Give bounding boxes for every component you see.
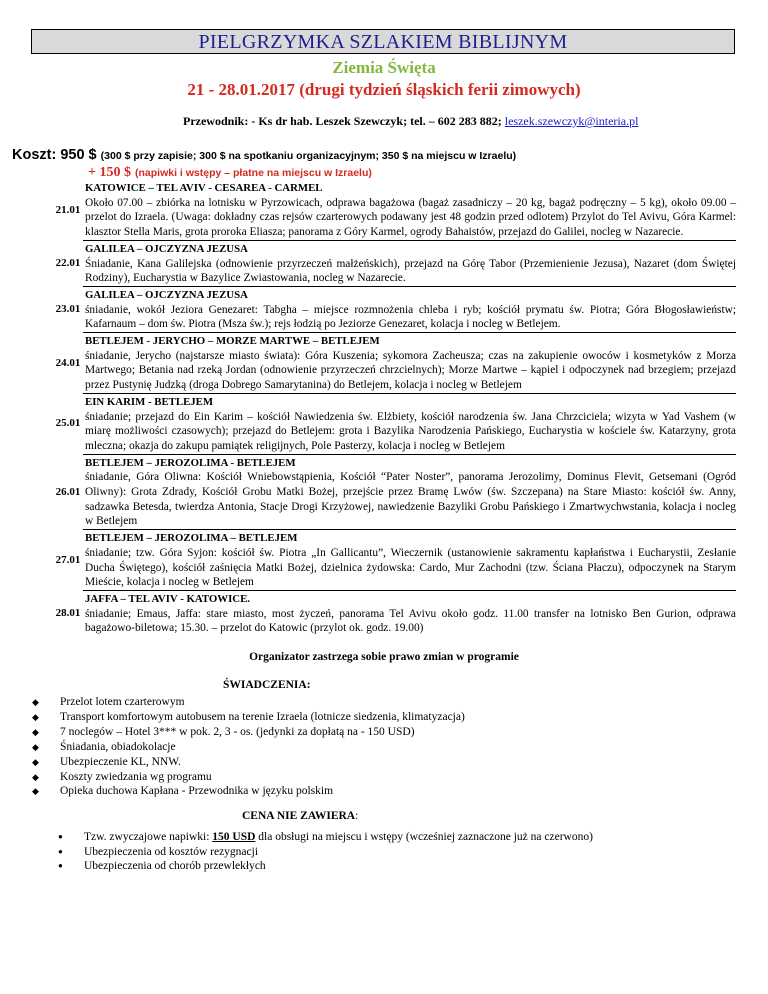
subtitle: Ziemia Święta (332, 58, 436, 77)
cost-label: Koszt: 950 $ (12, 147, 97, 163)
day-content (83, 180, 736, 240)
list-item: ◆ Śniadania, obiadokolacje (32, 740, 465, 755)
list-item: ◆ Ubezpieczenie KL, NNW. (32, 755, 465, 770)
day-text: Około 07.00 – zbiórka na lotnisku w Pyrzowicach, odprawa bagażowa (bagaż zasadniczy – 20 kg, bagaż podręczny – 5 kg), około 09.00 – przelot do Izraela. (Uwaga: dokładny czas rejsów czarterowych podawany jest 48 godzin przed odlotem) Przylot do Tel Avivu, Góra Karmel: klasztor Stella Maris, grota proroka Eliasza; panorama z Góry Karmel, ogrody Bahaistów, przejazd do Galilei, nocleg w Nazarecie. (85, 196, 736, 239)
extra-cost (88, 163, 372, 181)
day-content (83, 590, 736, 636)
not-included-heading (242, 810, 358, 822)
day-content (83, 286, 736, 332)
itinerary-table (53, 180, 736, 636)
day-heading: GALILEA – OJCZYZNA JEZUSA (85, 242, 248, 255)
day-content (83, 454, 736, 530)
day-date: 28.01 (55, 606, 81, 619)
day-text: śniadanie; przejazd do Ein Karim – kościół Nawiedzenia św. Elżbiety, kościół narodzenia św. Jana Chrzciciela; wizyta w Yad Vashem (w miarę możliwości czasowych); przejazd do Betlejem: grota i Bazylika Narodzenia Pańskiego, Eucharystia w kościele św. Katarzyny, grota mleczna; okazja do zakupu pamiątek religijnych, Pole Pasterzy, kolacja i nocleg w Betlejem (85, 410, 736, 452)
day-text: śniadanie; Emaus, Jaffa: stare miasto, most życzeń, panorama Tel Avivu około godz. 11.00 transfer na lotnisko Ben Gurion, odprawa bagażowo-biletowa; 15.30. – przelot do Katowic (przylot ok. godz. 19.00) (85, 607, 736, 635)
not-included-list (58, 830, 593, 874)
guide-info (183, 114, 638, 129)
day-heading: GALILEA – OJCZYZNA JEZUSA (85, 288, 248, 301)
day-text: śniadanie, Góra Oliwna: Kościół Wniebowstąpienia, Kościół “Pater Noster”, panorama Jerozolimy, Dominus Flevit, Getsemani (Ogród Oliwny): Grota Zdrady, Kościół Grobu Matki Bożej, przejście przez Bramę Lwów (św. Szczepana) na Stare Miasto: kościół św. Anny, sadzawka Betesda, twierdza Antonia, Stacje Drogi Krzyżowej, nawiedzenie Bazyliki Grobu Pańskiego i Zmartwychwstania, kolacja i nocleg w Betlejem (85, 471, 736, 528)
extra-note: (napiwki i wstępy – płatne na miejscu w Izraelu) (134, 167, 372, 179)
day-text: śniadanie, Jerycho (najstarsze miasto świata): Góra Kuszenia; sykomora Zacheusza; czas na zakupienie owoców i kosmetyków z Morza Martwego; Betania nad rzeką Jordan (odnowienie przyrzeczeń chrzcielnych); Morze Martwe – kąpiel i odpoczynek nad brzegiem; przejazd przez Pustynię Judzką (droga Dobrego Samarytanina) do Betlejem, kolacja i nocleg w Betlejem (85, 349, 736, 392)
day-date: 26.01 (55, 485, 81, 498)
list-item: ● Ubezpieczenia od chorób przewlekłych (58, 859, 593, 874)
tips-before: Tzw. zwyczajowe napiwki: (84, 831, 213, 843)
itinerary-row (53, 180, 736, 240)
list-item: ◆ Koszty zwiedzania wg programu (32, 770, 465, 785)
organizer-note: Organizator zastrzega sobie prawo zmian w programie (249, 651, 519, 663)
day-heading: KATOWICE – TEL AVIV - CESAREA - CARMEL (85, 182, 323, 194)
day-content (83, 530, 736, 591)
day-date: 25.01 (55, 417, 81, 430)
list-item: ◆ Przelot lotem czarterowym (32, 695, 465, 710)
itinerary-row (53, 393, 736, 454)
day-content (83, 240, 736, 286)
day-heading: BETLEJEM – JEROZOLIMA - BETLEJEM (85, 456, 296, 469)
day-heading: BETLEJEM – JEROZOLIMA – BETLEJEM (85, 532, 298, 545)
guide-email-link[interactable]: leszek.szewczyk@interia.pl (504, 114, 639, 128)
not-included-title: CENA NIE ZAWIERA (242, 810, 356, 822)
services-list (32, 695, 465, 799)
list-item: ● Ubezpieczenia od kosztów rezygnacji (58, 845, 593, 860)
tips-after: dla obsługi na miejscu i wstępy (wcześniej zaznaczone już na czerwono) (255, 831, 593, 843)
itinerary-row (53, 240, 736, 286)
day-text: śniadanie, wokół Jeziora Genezaret: Tabgha – miejsce rozmnożenia chleba i ryb; kościół prymatu św. Piotra; Góra Błogosławieństw; Kafarnaum – dom św. Piotra (Msza św.); rejs łodzią po Jeziorze Genezaret, kolacja i nocleg w Betlejem. (85, 303, 736, 331)
day-date: 21.01 (55, 203, 81, 216)
day-date: 22.01 (55, 257, 81, 270)
trip-dates: 21 - 28.01.2017 (drugi tydzień śląskich ferii zimowych) (187, 80, 581, 99)
day-heading: JAFFA – TEL AVIV - KATOWICE. (85, 592, 250, 605)
itinerary-row (53, 333, 736, 394)
day-content (83, 333, 736, 394)
itinerary-row (53, 530, 736, 591)
itinerary-row (53, 286, 736, 332)
list-item: ◆ Transport komfortowym autobusem na terenie Izraela (lotnicze siedzenia, klimatyzacja) (32, 710, 465, 725)
tips-amount: 150 USD (212, 831, 256, 843)
day-date: 27.01 (55, 553, 81, 566)
day-text: Śniadanie, Kana Galilejska (odnowienie przyrzeczeń małżeńskich), przejazd na Górę Tabor (Przemienienie Jezusa), Nazaret (dom Świętej Rodziny), Eucharystia w Bazylice Zwiastowania, nocleg w Nazarecie. (85, 257, 736, 285)
cost-line (12, 147, 516, 163)
day-date: 24.01 (55, 356, 81, 369)
itinerary-row (53, 454, 736, 530)
day-text: śniadanie; tzw. Góra Syjon: kościół św. Piotra „In Gallicantu”, Wieczernik (ustanowienie sakramentu kapłaństwa i Eucharystii, Zesłanie Ducha Świętego), kościół zaśnięcia Matki Bożej, dzielnica żydowska: Cardo, Mur Zachodni (tzw. Ściana Płaczu), odpoczynek na Starym Mieście, kolacja i nocleg w Betlejem (85, 546, 736, 589)
day-content (83, 393, 736, 454)
cost-details: (300 $ przy zapisie; 300 $ na spotkaniu organizacyjnym; 350 $ na miejscu w Izraelu) (100, 150, 517, 162)
extra-amount: + 150 $ (88, 165, 131, 180)
page-title: PIELGRZYMKA SZLAKIEM BIBLIJNYM (31, 29, 735, 54)
list-item: ◆ Opieka duchowa Kapłana - Przewodnika w języku polskim (32, 784, 465, 799)
day-heading: BETLEJEM - JERYCHO – MORZE MARTWE – BETLEJEM (85, 335, 380, 348)
list-item (58, 830, 593, 845)
day-heading: EIN KARIM - BETLEJEM (85, 395, 214, 408)
itinerary-row (53, 590, 736, 636)
list-item: ◆ 7 noclegów – Hotel 3*** w pok. 2, 3 - os. (jedynki za dopłatą na - 150 USD) (32, 725, 465, 740)
day-date: 23.01 (55, 303, 81, 316)
guide-text: Przewodnik: - Ks dr hab. Leszek Szewczyk; tel. – 602 283 882; (183, 114, 502, 128)
not-included-colon: : (355, 810, 359, 822)
services-heading: ŚWIADCZENIA: (223, 679, 311, 691)
